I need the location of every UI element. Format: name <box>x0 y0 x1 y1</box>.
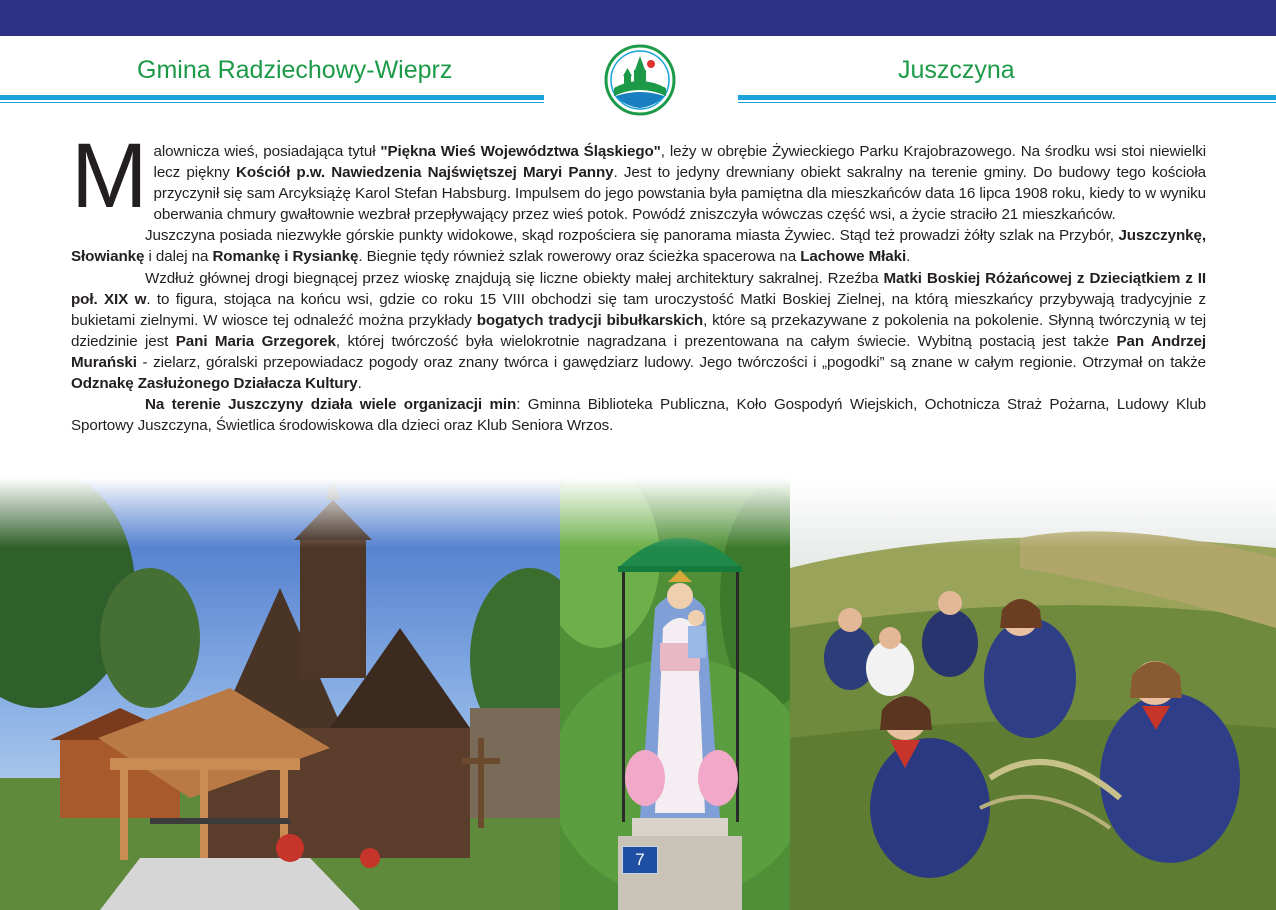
bold-run: Odznakę Zasłużonego Działacza Kultury <box>71 375 358 393</box>
bold-run: Kościół p.w. Nawiedzenia Najświętszej Maryi Panny <box>236 164 614 182</box>
header-rule-left <box>0 95 544 100</box>
bold-run: Na terenie Juszczyny działa wiele organizacji min <box>145 396 517 414</box>
paragraph-4 <box>71 394 1206 436</box>
bold-run: "Piękna Wieś Województwa Śląskiego" <box>380 143 661 160</box>
text-run: . Biegnie tędy również szlak rowerowy oraz ścieżka spacerowa na <box>358 248 801 266</box>
text-run: . Jest to jedyny drewniany obiekt sakralny na terenie gminy. Do budowy tego kościoła przyczynił się sam Arcyksiążę Karol Stefan Habsburg. Impulsem do jego powstania była pamiętna dla mieszkańców data 16 lipca 1908 roku, kiedy to w wyniku oberwania chmury gwałtownie wezbrał przepływający przez wieś potok. Powódź zniszczyła wówczas część wsi, a życie straciło 21 mieszkańców. <box>153 164 1207 224</box>
text-run: i dalej na <box>144 248 213 266</box>
text-run: Juszczyna posiada niezwykłe górskie punkty widokowe, skąd rozpościera się panorama miasta Żywiec. Stąd też prowadzi żółty szlak na Przybór, <box>145 227 1119 245</box>
header-thin-rule-left <box>0 102 544 103</box>
text-run: , której twórczość była wielokrotnie nagradzana i prezentowana na całym świecie. Wybitną postacią jest także <box>335 332 1117 350</box>
text-run: , leży w obrębie Żywieckiego Parku Krajobrazowego. Na środku wsi stoi niewielki lecz piękny <box>153 143 1206 182</box>
madonna-statue-photo <box>560 478 800 910</box>
top-color-bar <box>0 0 1276 36</box>
text-run: . <box>357 375 362 393</box>
paragraph-2 <box>71 225 1206 267</box>
text-run: Wzdłuż głównej drogi biegnącej przez wioskę znajdują się liczne obiekty małej architektury sakralnej. Rzeźba <box>145 269 884 287</box>
text-run: alownicza wieś, posiadająca tytuł <box>153 143 381 160</box>
municipality-title: Gmina Radziechowy-Wieprz <box>137 56 453 84</box>
number-badge: 7 <box>622 846 658 874</box>
wooden-church-photo <box>0 478 565 910</box>
village-title: Juszczyna <box>898 56 1015 84</box>
bold-run: Matki Boskiej Różańcowej z Dzieciątkiem z II poł. XIX w <box>71 269 1207 308</box>
text-run: - zielarz, góralski przepowiadacz pogody oraz znany twórca i gawędziarz ludowy. Jego twórczości i „pogodki” są znane w całym regionie. Otrzymał on także <box>136 353 1206 371</box>
article-body <box>71 125 1207 436</box>
paragraph-1 <box>71 125 1207 227</box>
text-run: . to figura, stojąca na końcu wsi, gdzie co roku 15 VIII obchodzi się tam uroczystość Matki Boskiej Zielnej, na którą mieszkańcy przybywają tradycyjnie z bukietami zielnymi. W wiosce tej odnaleźć można przykłady <box>71 290 1206 329</box>
header-thin-rule-right <box>738 102 1276 103</box>
bold-run: bogatych tradycji bibułkarskich <box>476 311 704 329</box>
gmina-emblem-icon <box>604 44 676 116</box>
bold-run: Romankę i Rysiankę <box>212 248 359 266</box>
folk-girls-meadow-photo <box>790 478 1276 910</box>
paragraph-3 <box>71 268 1206 395</box>
bold-run: Pan Andrzej Murański <box>71 332 1206 371</box>
text-run: : Gminna Biblioteka Publiczna, Koło Gospodyń Wiejskich, Ochotnicza Straż Pożarna, Ludowy Klub Sportowy Juszczyna, Świetlica środowiskowa dla dzieci oraz Klub Seniora Wrzos. <box>71 396 1207 435</box>
text-run: . <box>906 248 911 266</box>
bold-run: Juszczynkę, Słowiankę <box>71 227 1206 266</box>
drop-cap: M <box>71 125 148 227</box>
header-rule-right <box>738 95 1276 100</box>
text-run: , które są przekazywane z pokolenia na pokolenie. Słynną twórczynią w tej dziedzinie jest <box>71 311 1206 350</box>
bold-run: Pani Maria Grzegorek <box>175 332 336 350</box>
bold-run: Lachowe Młaki <box>800 248 907 266</box>
